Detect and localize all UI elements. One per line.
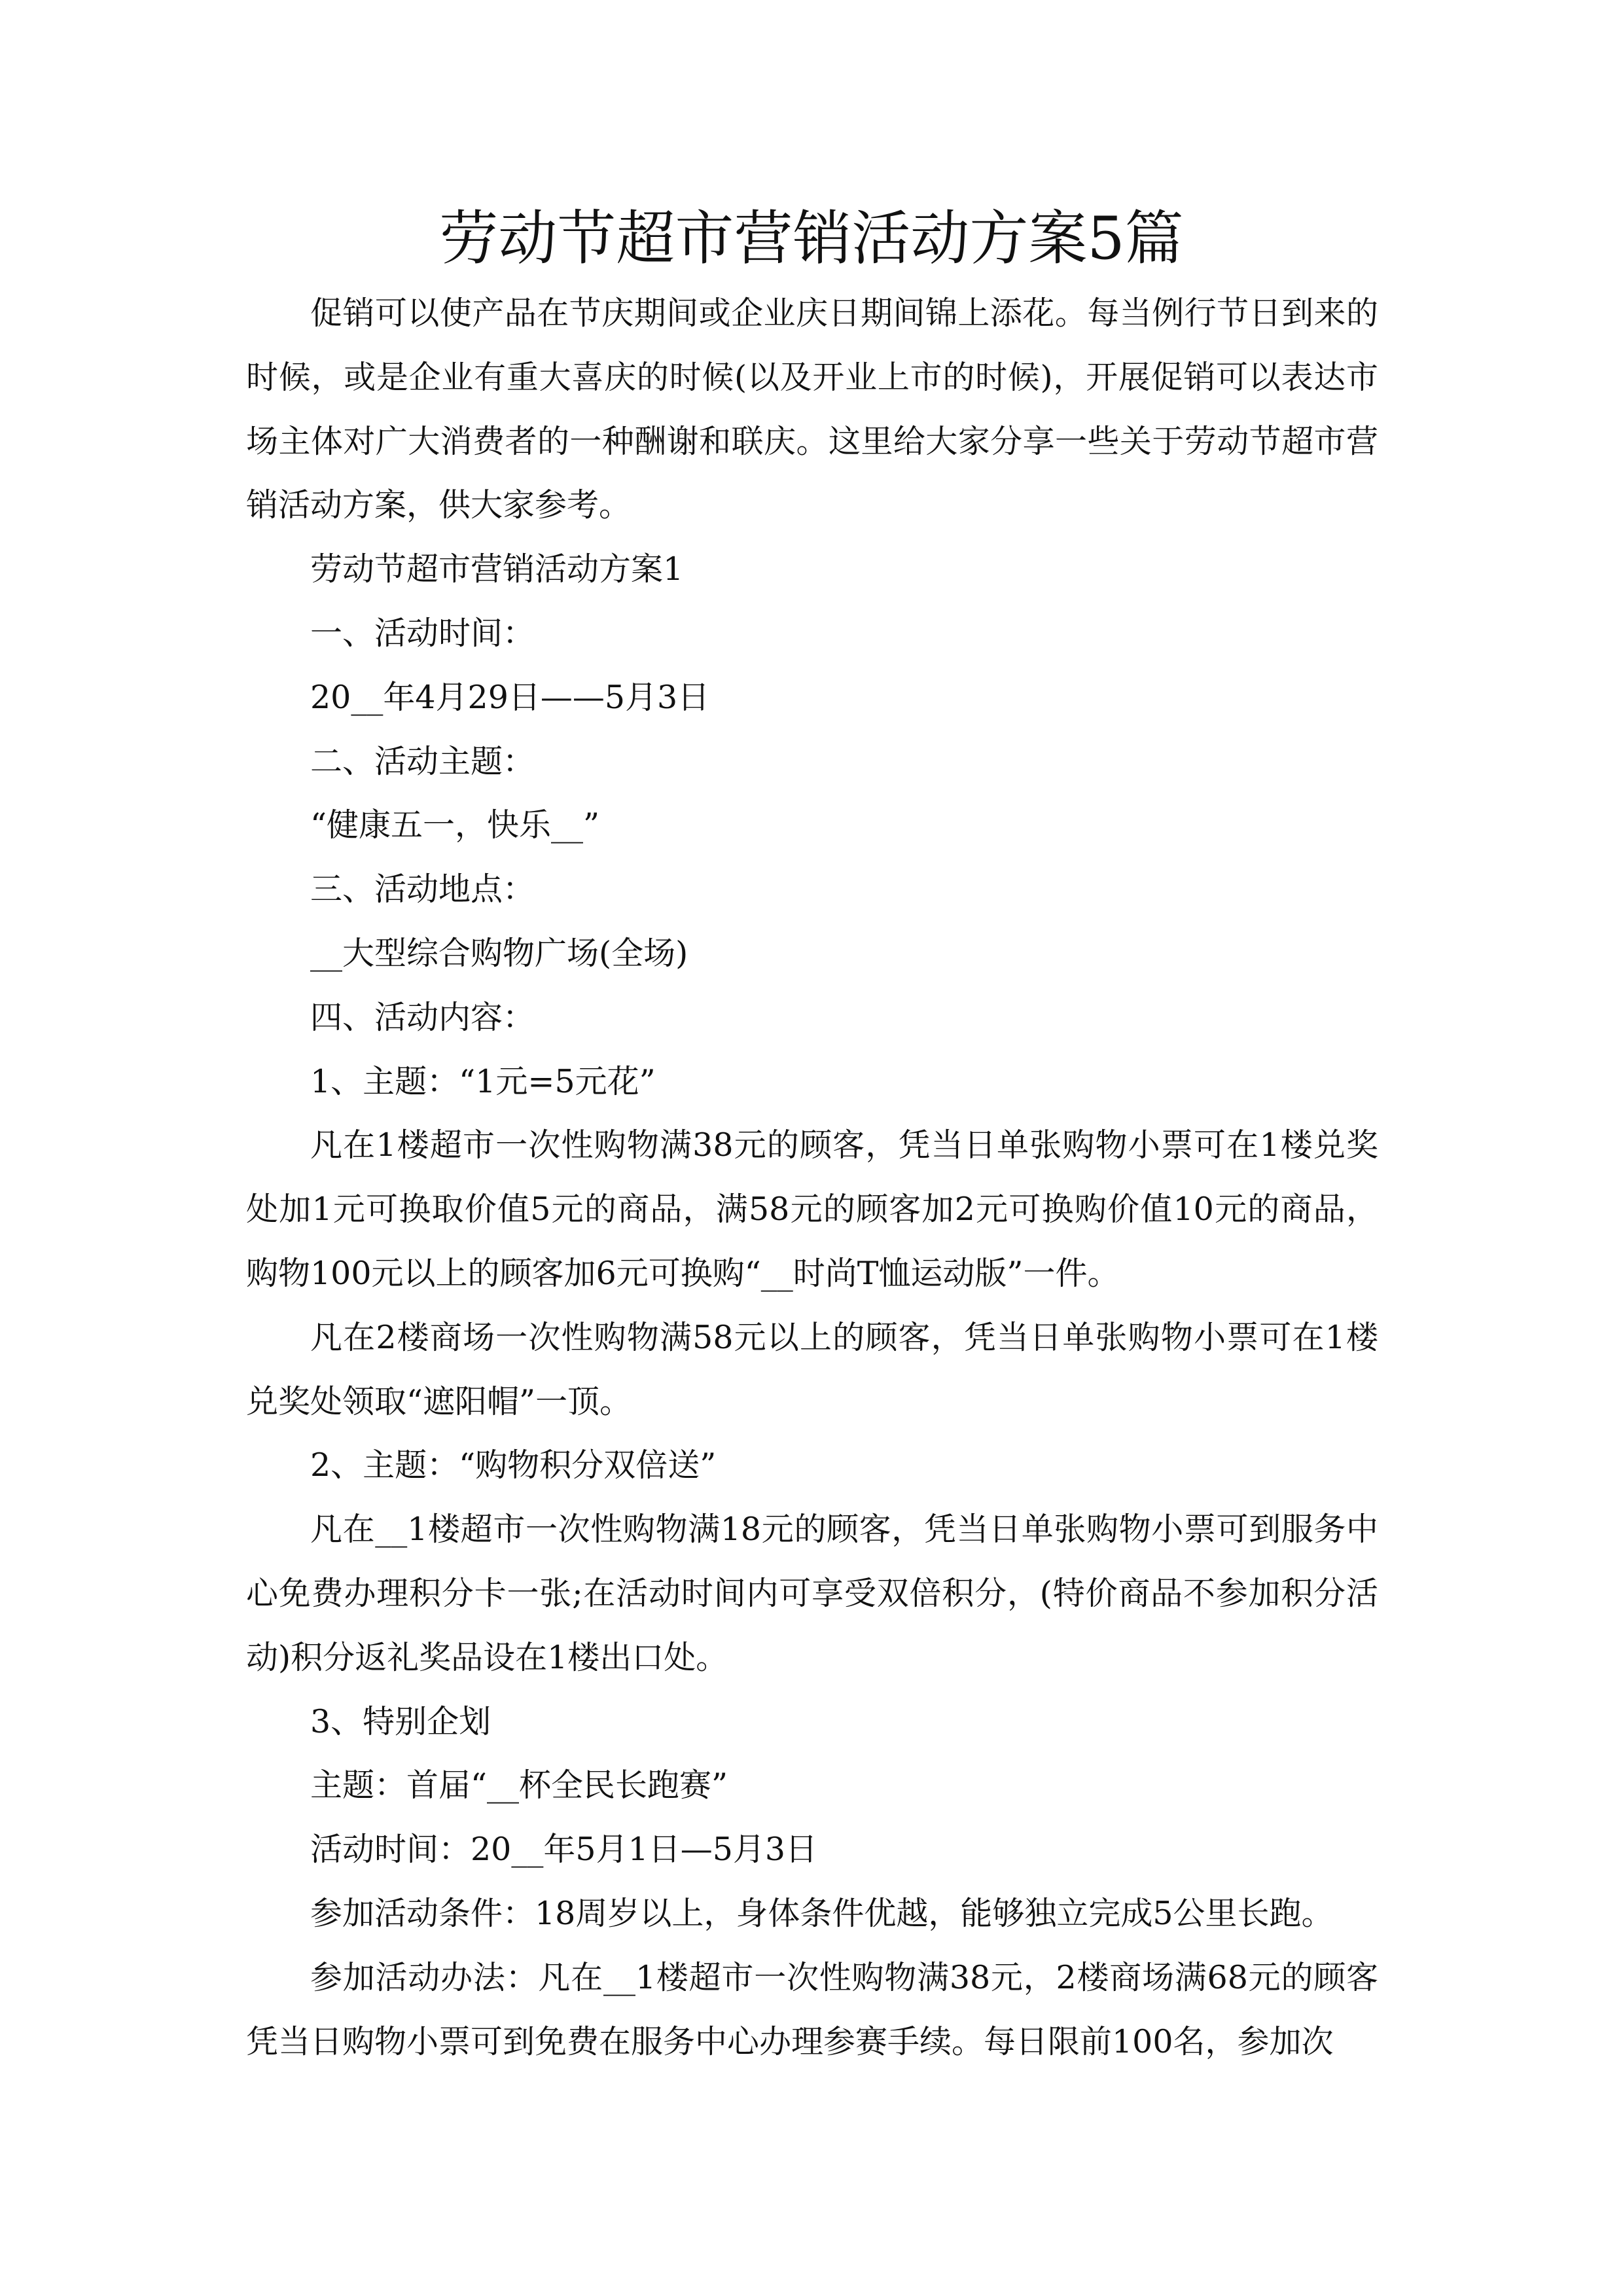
- paragraph: 四、活动内容：: [310, 998, 535, 1036]
- paragraph: 参加活动条件：18周岁以上，身体条件优越，能够独立完成5公里长跑。: [310, 1894, 1334, 1932]
- paragraph: 1、主题：“1元=5元花”: [310, 1062, 656, 1100]
- paragraph: 三、活动地点：: [310, 870, 535, 908]
- paragraph: 主题：首届“__杯全民长跑赛”: [310, 1767, 728, 1804]
- paragraph: “健康五一，快乐__”: [310, 806, 600, 844]
- paragraph: 20__年4月29日——5月3日: [310, 678, 710, 716]
- paragraph: 3、特别企划: [310, 1702, 491, 1740]
- paragraph: 凡在__1楼超市一次性购物满18元的顾客，凭当日单张购物小票可到服务中心免费办理积分卡一张;在活动时间内可享受双倍积分，(特价商品不参加积分活动)积分返礼奖品设在1楼出口处。: [246, 1511, 1378, 1676]
- document-body: [246, 281, 1378, 2073]
- paragraph: 活动时间：20__年5月1日—5月3日: [310, 1831, 818, 1869]
- paragraph: 凡在1楼超市一次性购物满38元的顾客，凭当日单张购物小票可在1楼兑奖处加1元可换取价值5元的商品，满58元的顾客加2元可换购价值10元的商品，购物100元以上的顾客加6元可换购“__时尚T恤运动版”一件。: [246, 1126, 1378, 1292]
- section-heading: 劳动节超市营销活动方案1: [310, 550, 684, 588]
- document-title: 劳动节超市营销活动方案5篇: [439, 204, 1184, 273]
- paragraph: 一、活动时间：: [310, 614, 535, 652]
- paragraph: 凡在2楼商场一次性购物满58元以上的顾客，凭当日单张购物小票可在1楼兑奖处领取“遮阳帽”一顶。: [246, 1318, 1378, 1420]
- paragraph: 参加活动办法：凡在__1楼超市一次性购物满38元，2楼商场满68元的顾客凭当日购物小票可到免费在服务中心办理参赛手续。每日限前100名，参加次: [246, 1958, 1378, 2060]
- paragraph: __大型综合购物广场(全场): [310, 934, 688, 972]
- paragraph: 二、活动主题：: [310, 742, 535, 780]
- paragraph: 2、主题：“购物积分双倍送”: [310, 1446, 717, 1484]
- intro-paragraph: 促销可以使产品在节庆期间或企业庆日期间锦上添花。每当例行节日到来的时候，或是企业有重大喜庆的时候(以及开业上市的时候)，开展促销可以表达市场主体对广大消费者的一种酬谢和联庆。这里给大家分享一些关于劳动节超市营销活动方案，供大家参考。: [246, 295, 1379, 524]
